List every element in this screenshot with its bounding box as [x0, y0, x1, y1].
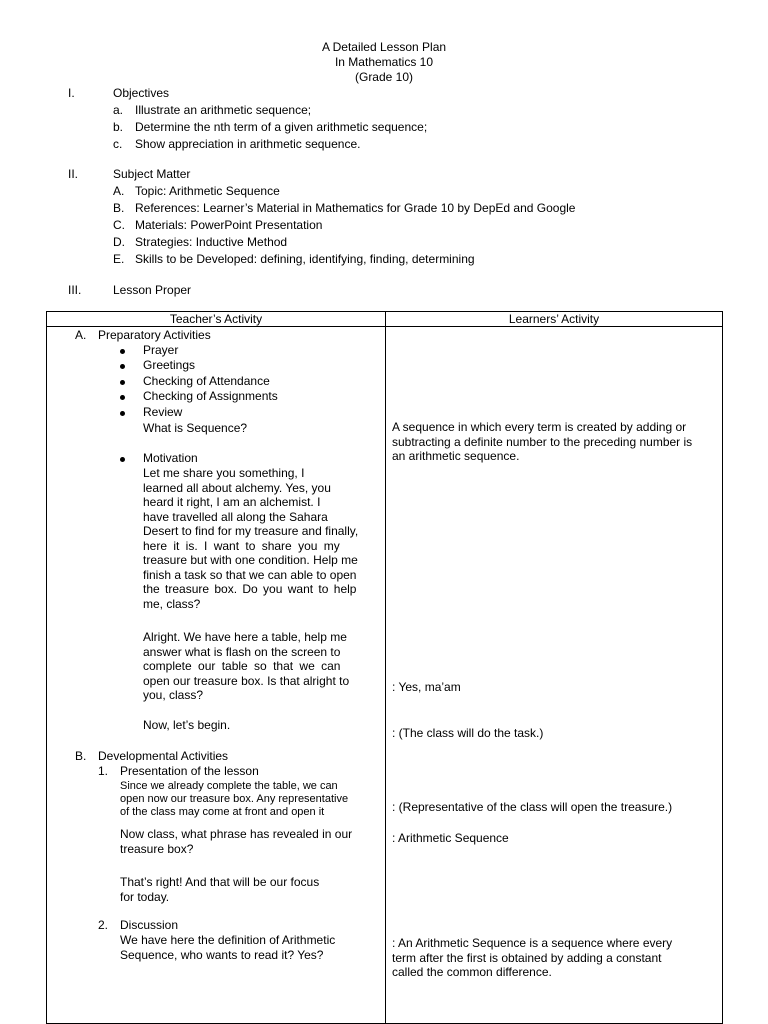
- motivation-line: the treasure box. Do you want to help: [143, 582, 357, 596]
- discussion-title: Discussion: [120, 918, 179, 932]
- alright-line: answer what is flash on the screen to: [143, 644, 341, 659]
- objective-text-c: Show appreciation in arithmetic sequence.: [135, 137, 361, 151]
- subject-matter-numeral: II.: [68, 167, 79, 181]
- alright-line: Alright. We have here a table, help me: [143, 630, 347, 644]
- bullet-icon: [120, 457, 125, 462]
- presentation-line: of the class may come at front and open it: [120, 806, 325, 818]
- bullet-icon: [120, 395, 125, 400]
- subject-letter-a: A.: [113, 184, 125, 198]
- teacher-activity-cell: [47, 327, 386, 1024]
- dev-letter: B.: [75, 749, 87, 763]
- motivation-line: me, class?: [143, 596, 201, 611]
- motivation-line: have travelled all along the Sahara: [143, 509, 328, 524]
- motivation-line: finish a task so that we can able to open: [143, 567, 357, 582]
- objective-letter-c: c.: [113, 137, 123, 151]
- subject-text-e: Skills to be Developed: defining, identifying, finding, determining: [135, 252, 475, 266]
- presentation-line: Since we already complete the table, we can: [120, 780, 338, 792]
- review-answer: [392, 420, 692, 464]
- focus-text: [120, 875, 319, 904]
- table-row: [47, 327, 723, 1024]
- definition-line: called the common difference.: [392, 965, 552, 979]
- motivation-line: Desert to find for my treasure and finally,: [143, 524, 359, 538]
- subject-text-c: Materials: PowerPoint Presentation: [135, 218, 323, 232]
- review-question: What is Sequence?: [143, 421, 248, 435]
- motivation-label: Motivation: [143, 451, 198, 465]
- review-answer-line: subtracting a definite number to the preceding number is: [392, 434, 693, 449]
- subject-letter-b: B.: [113, 201, 125, 215]
- discussion-line: We have here the definition of Arithmetic: [120, 933, 336, 947]
- objectives-heading: Objectives: [113, 86, 170, 100]
- phrase-line: treasure box?: [120, 841, 194, 856]
- phrase-question: [120, 827, 352, 856]
- discussion-num: 2.: [98, 918, 109, 932]
- focus-line: for today.: [120, 889, 170, 904]
- alright-line: open our treasure box. Is that alright to: [143, 673, 350, 688]
- presentation-line: open now our treasure box. Any representative: [120, 793, 349, 805]
- presentation-title: Presentation of the lesson: [120, 764, 259, 778]
- objective-letter-b: b.: [113, 120, 124, 134]
- doc-subject: In Mathematics 10: [334, 55, 434, 69]
- motivation-text: [143, 466, 377, 611]
- prep-item-review: Review: [143, 405, 183, 419]
- response-yes: : Yes, ma’am: [392, 680, 461, 694]
- bullet-icon: [120, 364, 125, 369]
- motivation-line: Let me share you something, I: [143, 466, 305, 480]
- motivation-line: learned all about alchemy. Yes, you: [143, 480, 331, 495]
- discussion-line: Sequence, who wants to read it? Yes?: [120, 947, 324, 962]
- motivation-line: treasure but with one condition. Help me: [143, 553, 358, 567]
- prep-item-attendance: Checking of Attendance: [143, 374, 270, 388]
- subject-text-a: Topic: Arithmetic Sequence: [135, 184, 280, 198]
- subject-text-d: Strategies: Inductive Method: [135, 235, 288, 249]
- learners-activity-cell: [386, 327, 723, 1024]
- alright-text: [143, 630, 377, 703]
- objective-text-b: Determine the nth term of a given arithmetic sequence;: [135, 120, 428, 134]
- response-definition: [392, 936, 672, 980]
- alright-line: you, class?: [143, 688, 204, 702]
- alright-line: complete our table so that we can: [143, 659, 341, 673]
- bullet-icon: [120, 411, 125, 416]
- definition-line: : An Arithmetic Sequence is a sequence where every: [392, 936, 673, 950]
- presentation-num: 1.: [98, 764, 109, 778]
- response-arithmetic: : Arithmetic Sequence: [392, 831, 509, 845]
- prep-item-greetings: Greetings: [143, 358, 196, 372]
- definition-line: term after the first is obtained by adding a constant: [392, 950, 662, 965]
- bullet-icon: [120, 380, 125, 385]
- review-answer-line: A sequence in which every term is created by adding or: [392, 420, 687, 434]
- prep-item-assignments: Checking of Assignments: [143, 389, 278, 403]
- doc-title: A Detailed Lesson Plan: [321, 40, 447, 54]
- table-header-row: [47, 312, 723, 327]
- prep-item-prayer: Prayer: [143, 343, 179, 357]
- lesson-proper-numeral: III.: [68, 283, 82, 297]
- motivation-line: here it is. I want to share you my: [143, 538, 340, 553]
- subject-letter-e: E.: [113, 252, 125, 266]
- response-representative: : (Representative of the class will open the treasure.): [392, 800, 673, 814]
- focus-line: That’s right! And that will be our focus: [120, 875, 320, 889]
- discussion-text: [120, 933, 335, 962]
- subject-matter-heading: Subject Matter: [113, 167, 191, 181]
- response-task: : (The class will do the task.): [392, 726, 544, 740]
- dev-title: Developmental Activities: [98, 749, 229, 763]
- objectives-numeral: I.: [68, 86, 75, 100]
- col-header-learners: Learners’ Activity: [386, 312, 723, 327]
- prep-title: Preparatory Activities: [98, 328, 211, 342]
- prep-letter: A.: [75, 328, 87, 342]
- subject-letter-d: D.: [113, 235, 125, 249]
- presentation-text: [120, 780, 348, 819]
- objective-text-a: Illustrate an arithmetic sequence;: [135, 103, 312, 117]
- motivation-line: heard it right, I am an alchemist. I: [143, 495, 321, 509]
- subject-text-b: References: Learner’s Material in Mathematics for Grade 10 by DepEd and Google: [135, 201, 576, 215]
- lesson-proper-heading: Lesson Proper: [113, 283, 192, 297]
- bullet-icon: [120, 349, 125, 354]
- begin-text: Now, let’s begin.: [143, 718, 231, 732]
- objective-letter-a: a.: [113, 103, 124, 117]
- phrase-line: Now class, what phrase has revealed in our: [120, 827, 353, 841]
- doc-grade: (Grade 10): [354, 70, 414, 84]
- review-answer-line: an arithmetic sequence.: [392, 449, 520, 463]
- subject-letter-c: C.: [113, 218, 125, 232]
- col-header-teacher: Teacher’s Activity: [47, 312, 386, 327]
- lesson-table: [46, 311, 723, 1024]
